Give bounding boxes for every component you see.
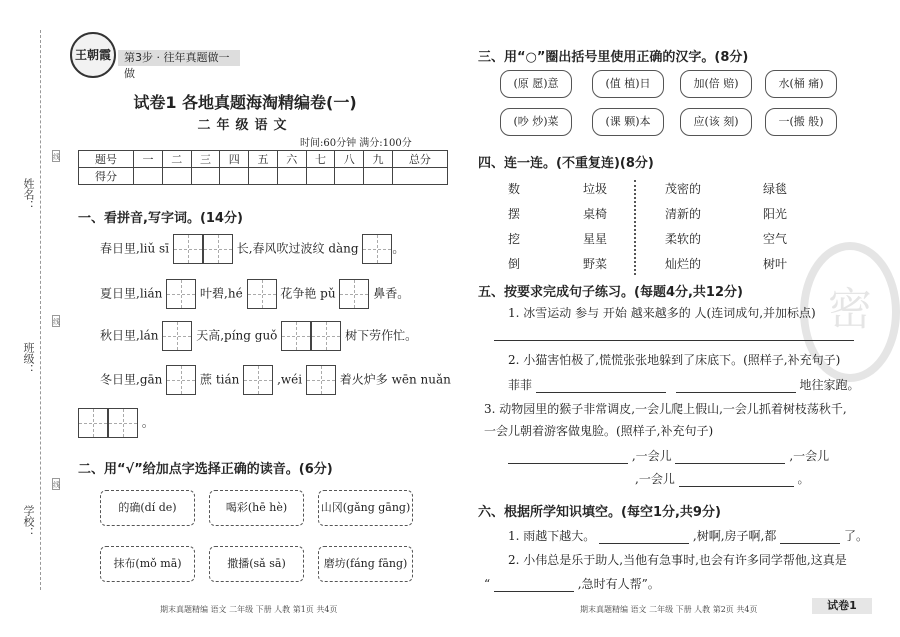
answer-blank[interactable] xyxy=(676,392,796,393)
table-cell: 八 xyxy=(335,151,364,168)
match-item[interactable]: 空气 xyxy=(763,232,788,246)
match-item[interactable]: 数 xyxy=(508,182,521,196)
question-5-2: 2. 小猫害怕极了,慌慌张张地躲到了床底下。(照样子,补充句子) xyxy=(508,353,841,367)
char-box[interactable] xyxy=(162,321,192,351)
table-cell: 四 xyxy=(220,151,249,168)
char-box[interactable] xyxy=(166,365,196,395)
score-table xyxy=(78,150,448,185)
section-5-title: 五、按要求完成句子练习。(每题4分,共12分) xyxy=(478,285,743,300)
pinyin-line-5: 。 xyxy=(78,408,154,438)
school-label: 学校： xyxy=(22,505,35,538)
score-cell[interactable] xyxy=(392,168,447,185)
score-cell[interactable] xyxy=(134,168,163,185)
page-title: 试卷1 各地真题海淘精编卷(一) xyxy=(133,93,357,112)
score-cell[interactable] xyxy=(220,168,249,185)
match-column-4 xyxy=(763,177,787,277)
pronunciation-option[interactable]: 喝彩(hē hè) xyxy=(209,490,304,526)
score-cell[interactable] xyxy=(249,168,278,185)
match-item[interactable]: 桌椅 xyxy=(583,207,608,221)
pinyin-line-4: 冬日里,gān 蔗 tián ,wéi 着火炉多 wēn nuǎn xyxy=(100,365,451,395)
class-label: 班级： xyxy=(22,342,35,375)
section-2-title: 二、用“√”给加点字选择正确的读音。(6分) xyxy=(78,462,333,477)
pinyin-line-2: 夏日里,lián 叶碧,hé 花争艳 pǔ 鼻香。 xyxy=(100,279,409,309)
char-option[interactable]: 水(桶 痛) xyxy=(765,70,837,98)
char-box[interactable] xyxy=(362,234,392,264)
binding-mark: 线 xyxy=(52,150,60,162)
answer-blank[interactable] xyxy=(679,486,794,487)
char-box[interactable] xyxy=(281,321,311,351)
score-cell[interactable] xyxy=(364,168,393,185)
question-6-2: 2. 小伟总是乐于助人,当他有急事时,也会有许多同学帮他,这真是 xyxy=(508,553,847,567)
score-cell[interactable] xyxy=(335,168,364,185)
section-3-title: 三、用“○”圈出括号里使用正确的汉字。(8分) xyxy=(478,50,749,65)
time-info: 时间:60分钟 满分:100分 xyxy=(300,138,412,149)
char-box[interactable] xyxy=(173,234,203,264)
section-4-title: 四、连一连。(不重复连)(8分) xyxy=(478,156,654,171)
match-column-1 xyxy=(508,177,520,277)
binding-line xyxy=(40,30,41,590)
table-cell: 七 xyxy=(306,151,335,168)
char-option[interactable]: (值 植)日 xyxy=(592,70,664,98)
match-item[interactable]: 绿毯 xyxy=(763,182,788,196)
table-row xyxy=(79,168,448,185)
question-6-2-answer: “ ,急时有人帮”。 xyxy=(484,577,660,591)
page-footer-right: 期末真题精编 语文 二年级 下册 人教 第2页 共4页 xyxy=(580,605,758,614)
answer-blank[interactable] xyxy=(508,463,628,464)
match-divider xyxy=(634,180,636,275)
paper-tag: 试卷1 xyxy=(812,598,872,614)
table-cell: 题号 xyxy=(79,151,134,168)
section-1-title: 一、看拼音,写字词。(14分) xyxy=(78,211,243,226)
question-5-1: 1. 冰雪运动 参与 开始 越来越多的 人(连词成句,并加标点) xyxy=(508,306,816,320)
match-item[interactable]: 灿烂的 xyxy=(665,257,702,271)
match-item[interactable]: 挖 xyxy=(508,232,521,246)
question-6-1: 1. 雨越下越大。 ,树啊,房子啊,都 了。 xyxy=(508,529,869,543)
pronunciation-option[interactable]: 的确(dí de) xyxy=(100,490,195,526)
pronunciation-option[interactable]: 山冈(gǎng gāng) xyxy=(318,490,413,526)
char-option[interactable]: 一(搬 般) xyxy=(765,108,837,136)
question-5-3-answer-1: ,一会儿 ,一会儿 xyxy=(508,447,829,464)
char-box[interactable] xyxy=(311,321,341,351)
match-item[interactable]: 倒 xyxy=(508,257,521,271)
char-option[interactable]: 加(倍 赔) xyxy=(680,70,752,98)
match-item[interactable]: 垃圾 xyxy=(583,182,608,196)
page-subtitle: 二年级语文 xyxy=(197,118,293,133)
char-option[interactable]: 应(该 刻) xyxy=(680,108,752,136)
char-box[interactable] xyxy=(78,408,108,438)
step-banner: 第3步 · 往年真题做一做 xyxy=(118,50,240,66)
match-item[interactable]: 树叶 xyxy=(763,257,788,271)
match-item[interactable]: 星星 xyxy=(583,232,608,246)
char-box[interactable] xyxy=(243,365,273,395)
table-row xyxy=(79,151,448,168)
match-column-2 xyxy=(583,177,607,277)
char-option[interactable]: (原 愿)意 xyxy=(500,70,572,98)
score-cell[interactable] xyxy=(277,168,306,185)
answer-blank[interactable] xyxy=(494,591,574,592)
question-5-2-answer: 菲菲 地往家跑。 xyxy=(508,378,860,392)
table-cell: 六 xyxy=(277,151,306,168)
question-5-3-answer-2: ,一会儿 。 xyxy=(635,472,810,486)
pinyin-line-1: 春日里,liǔ sī 长,春风吹过波纹 dàng 。 xyxy=(100,234,404,264)
char-box[interactable] xyxy=(306,365,336,395)
match-item[interactable]: 阳光 xyxy=(763,207,788,221)
pronunciation-option[interactable]: 抹布(mǒ mā) xyxy=(100,546,195,582)
table-cell: 二 xyxy=(162,151,191,168)
match-column-3 xyxy=(665,177,701,277)
table-cell: 五 xyxy=(249,151,278,168)
question-5-3: 3. 动物园里的猴子非常调皮,一会儿爬上假山,一会儿抓着树枝荡秋千,一会儿朝着游客做鬼脸。(照样子,补充句子) xyxy=(484,402,847,438)
table-cell: 一 xyxy=(134,151,163,168)
pronunciation-option[interactable]: 磨坊(fáng fāng) xyxy=(318,546,413,582)
score-cell[interactable] xyxy=(162,168,191,185)
table-cell: 九 xyxy=(364,151,393,168)
binding-mark: 线 xyxy=(52,315,60,327)
answer-blank[interactable] xyxy=(536,392,666,393)
match-item[interactable]: 野菜 xyxy=(583,257,608,271)
score-cell[interactable] xyxy=(306,168,335,185)
answer-blank[interactable] xyxy=(675,463,785,464)
table-cell: 得分 xyxy=(79,168,134,185)
pinyin-line-3: 秋日里,lán 天高,píng guǒ 树下劳作忙。 xyxy=(100,321,417,351)
char-box[interactable] xyxy=(247,279,277,309)
name-label: 姓名： xyxy=(22,178,35,211)
answer-line[interactable] xyxy=(494,340,854,341)
watermark-seal: 密 xyxy=(800,242,900,382)
table-cell: 总分 xyxy=(392,151,447,168)
match-item[interactable]: 清新的 xyxy=(665,207,702,221)
char-box[interactable] xyxy=(339,279,369,309)
answer-blank[interactable] xyxy=(599,543,689,544)
char-box[interactable] xyxy=(108,408,138,438)
answer-blank[interactable] xyxy=(780,543,840,544)
char-option[interactable]: (课 颗)本 xyxy=(592,108,664,136)
match-item[interactable]: 柔软的 xyxy=(665,232,702,246)
table-cell: 三 xyxy=(191,151,220,168)
char-box[interactable] xyxy=(166,279,196,309)
char-box[interactable] xyxy=(203,234,233,264)
section-6-title: 六、根据所学知识填空。(每空1分,共9分) xyxy=(478,505,721,520)
pronunciation-option[interactable]: 撒播(sǎ sā) xyxy=(209,546,304,582)
page-footer-left: 期末真题精编 语文 二年级 下册 人教 第1页 共4页 xyxy=(160,605,338,614)
char-option[interactable]: (吵 炒)菜 xyxy=(500,108,572,136)
match-item[interactable]: 茂密的 xyxy=(665,182,702,196)
match-item[interactable]: 摆 xyxy=(508,207,521,221)
binding-mark: 线 xyxy=(52,478,60,490)
score-cell[interactable] xyxy=(191,168,220,185)
publisher-logo: 王朝霞 xyxy=(70,32,116,78)
